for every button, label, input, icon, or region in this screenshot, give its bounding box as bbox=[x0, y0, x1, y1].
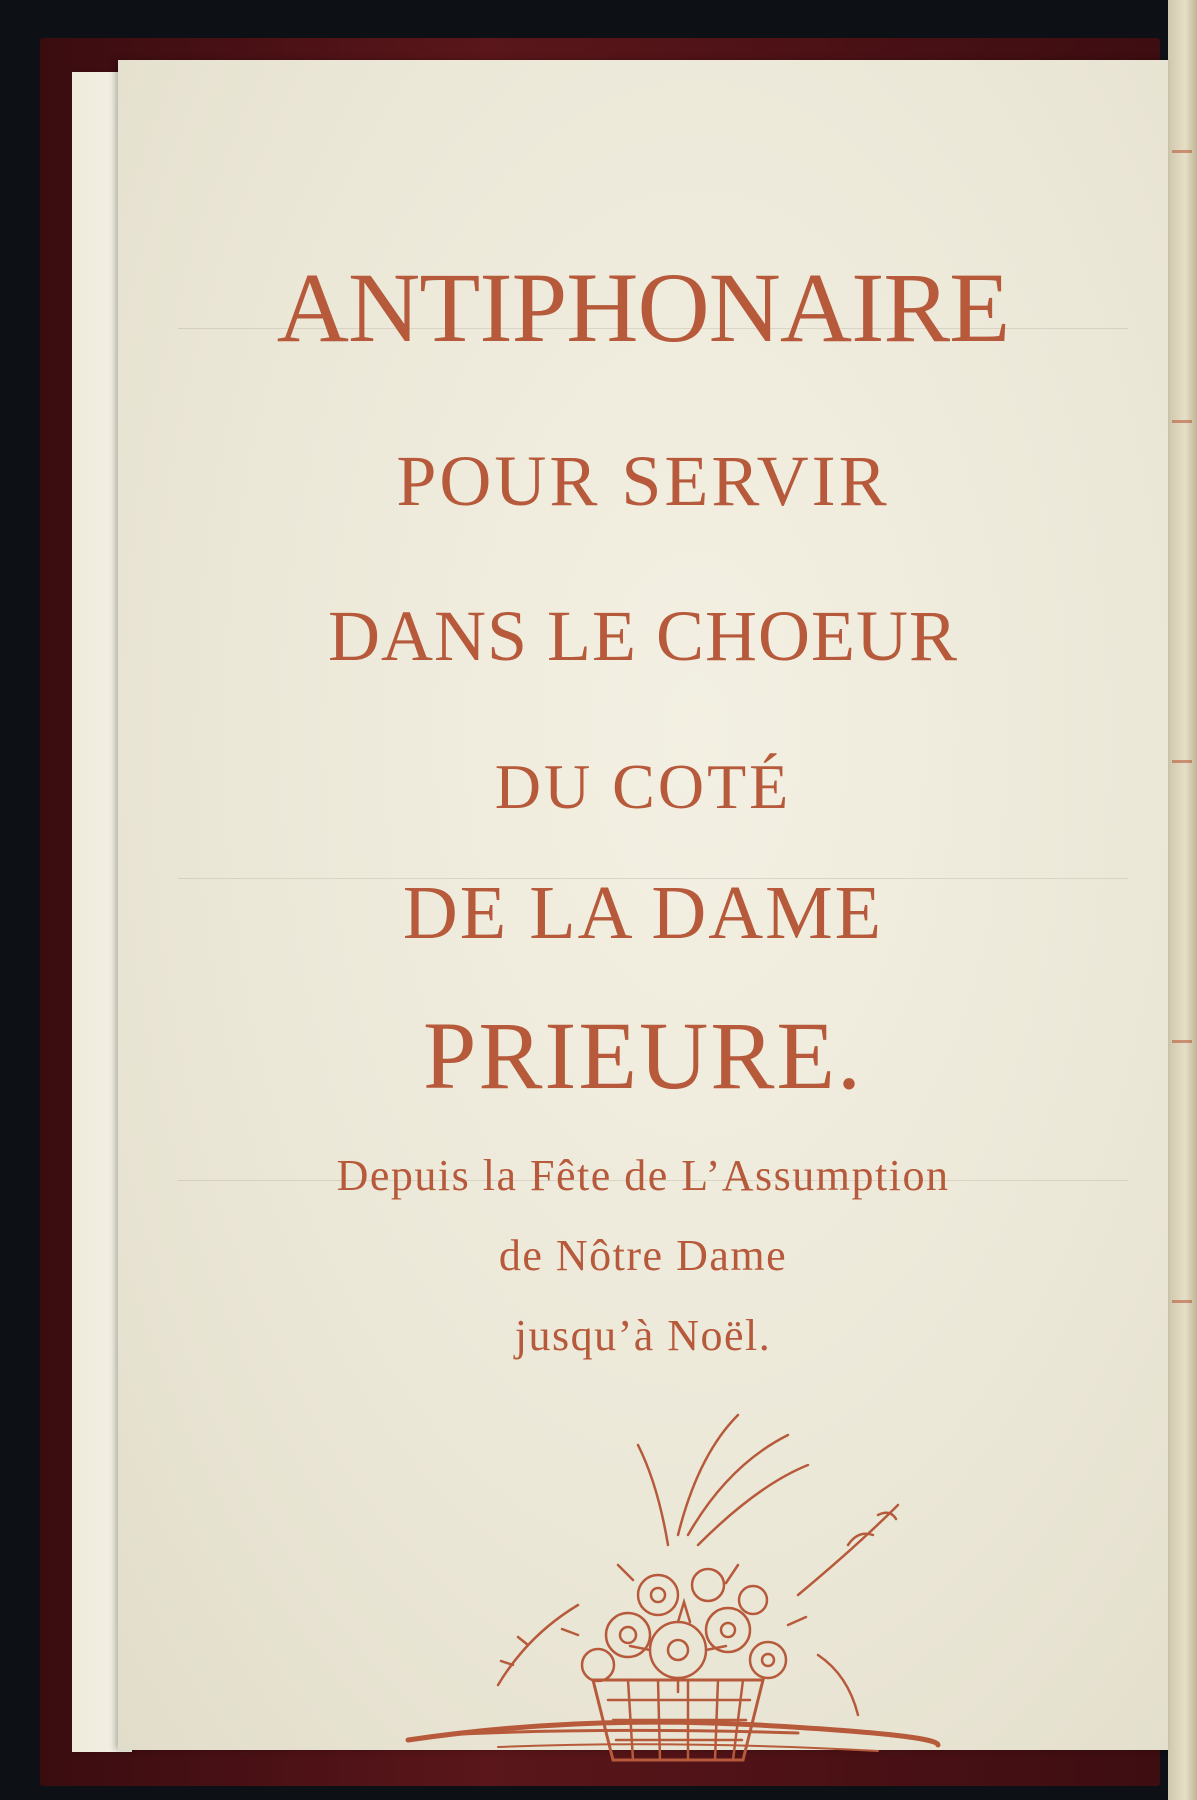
title-line-4: DE LA DAME bbox=[402, 871, 884, 955]
title-line-2: DANS LE CHOEUR bbox=[327, 596, 958, 676]
subtitle-line-1: Depuis la Fête de L’Assumption bbox=[336, 1151, 950, 1200]
flower-basket-icon bbox=[378, 1395, 998, 1765]
page-title: ANTIPHONAIRE bbox=[276, 252, 1010, 363]
facing-page-edge bbox=[1168, 0, 1197, 1800]
subtitle-line-3: jusqu’à Noël. bbox=[514, 1311, 772, 1360]
title-line-5: PRIEURE. bbox=[422, 1002, 864, 1109]
title-line-1: POUR SERVIR bbox=[396, 441, 890, 521]
subtitle-line-2: de Nôtre Dame bbox=[498, 1231, 788, 1280]
title-line-3: DU COTÉ bbox=[494, 751, 792, 822]
title-page bbox=[118, 60, 1168, 1750]
